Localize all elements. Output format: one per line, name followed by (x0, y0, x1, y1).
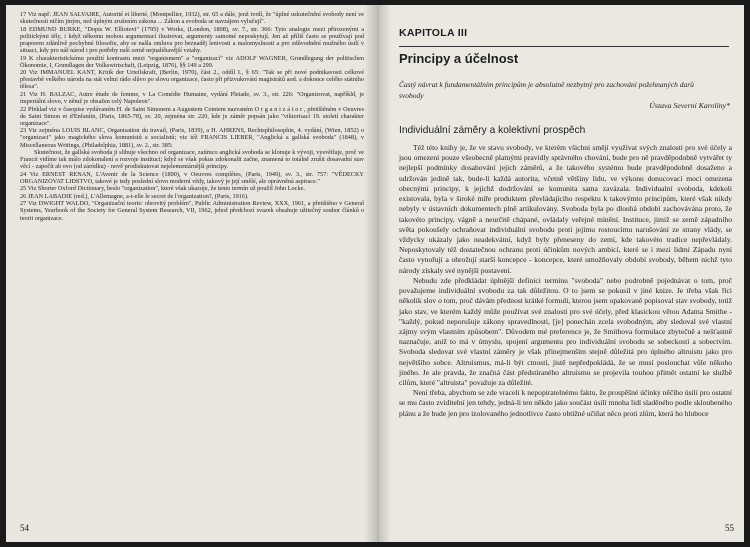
chapter-label-block (399, 27, 729, 39)
endnote-number: 25 (20, 185, 27, 193)
endnote-text: K charakteristickému použití kontrastu mezi "organismem" a "organizací" viz ADOLF WAGNER, Grundlegung der politischen Ökonomie, I, Grundlagen der Volkswirtschaft, (Leipzig, 1876), §§ 149 a 299. (20, 54, 365, 69)
endnote-text: Viz H. BALZAC, Autre étude de femme, v La Comédie Humaine, vydání Pleiade, sv. 3., str. 226: "Organizovat, napříkld, je imperiální slovo, v němž je obsažen celý Napoleon". (20, 90, 364, 106)
endnote (20, 171, 364, 185)
paragraph: Nebudu zde předkládat úplnější definici termínu "svoboda" nebo podrobně pojednávat o tom, proč považujeme individuální svobodu za tak důležitou. O to jsem se pokusil v jiné knize. Je třeba však říci několik slov o tom, proč dávám přednost krátké formuli, kterou jsem opakovaně popisoval stav svobody, totiž jako stav, ve kterém každý může používat své znalosti pro své účely, před klasickou větou Adama Smithe - "každý, pokud neporušuje zákony spravedlnosti, [je] ponechán zcela svobodným, aby sledoval své vlastní zájmy svým vlastním způsobem". Důvodem mé preference je, že Smithova formulace zbytečně a nešťastně naznačuje, aniž to má v úmyslu, spojení argumentu pro individuální svobodu se sobeckostí a sobectvím. Svoboda sledovat své vlastní záměry je však přinejmenším stejně důležitá pro úplného altruistu jako pro největšího sobce. Altruismus, má-li být ctností, jistě nepředpokládá, že se musí poslouchat vůle někoho jiného. Je ale pravda, že značná část předstíraného altruismu se projevila touhou přimět ostatní ke službě cílům, které "altruista" považuje za důležité. (399, 275, 732, 388)
endnote-number: 26 (20, 192, 27, 200)
endnote (20, 200, 364, 221)
page-number-right: 55 (725, 523, 734, 533)
endnote (20, 55, 364, 69)
gutter-shadow-left (364, 5, 378, 542)
chapter-label: KAPITOLA III (399, 27, 468, 39)
endnote-text: JEAN LABADIE (red.), L'Allemagne, a-t-elle le secret de l'organization?, (Paris, 1916). (27, 192, 249, 200)
epigraph-source: Ústava Severní Karolíny* (649, 101, 730, 110)
body-text (399, 143, 732, 419)
endnote-number: 20 (20, 69, 27, 77)
chapter-title: Principy a účelnost (399, 51, 519, 66)
endnote-text: Překlad viz v časopise vydávaném H. de Saint Simonem a Augustem Comtem nazvaném O r g a n i z á t o r , přetištěném v Oeuvres de Saint Simon et d'Enfantin, (Paris, 1865-78), sv. 20, zejména str. 220, kde je záměr popsán jako "viktorisací 19. století charakter organizace". (20, 105, 364, 127)
epigraph: Častý návrat k fundamentálním principům je absolutně nezbytný pro zachování požehnaných darů svobody (399, 80, 694, 100)
endnote-text: Viz DWIGHT WALDO, "Organizační teorie: obrovitý problém", Public Administration Review, XXX, 1961, a přetištěno v General Systems, Yearbook of the Society for General System Research, VII, 1962, jehož předchozí svazek obsahuje užitečný soubor článků o teorii organizace. (20, 200, 364, 222)
endnote-number: 21 (20, 90, 27, 98)
paragraph: Není třeba, abychom se zde vraceli k nepopiratelnému faktu, že prospěšné účinky něčího úsilí pro ostatní se mu často zviditelní jen tehdy, jedná-li ten někdo jako součást úsilí mnoha lidí sladěného podle skloubeného plánu a že bude jen pro izolovaného jednotlivce často obtížné učiňat něco proti zlům, která ho hluboce (399, 388, 732, 418)
paragraph: Též této knihy je, že ve stavu svobody, ve kterém všichni smějí využívat svých znalostí pro své účely a jsou omezeni pouze všeobecně platnými pravidly správného chování, bude pro ně pravděpodobně vytvářet ty nejlepší podmínky dosahování jejich záměrů, a že takového systému bude pravděpodobně dosaženo a udržován jedině tak, bude-li každá autorita, včetně většiny lidu, ve výkonu donucovací moci omezena obecnými principy, k jejichž dodržování se komunita sama zavázala. Individualní svoboda, kdekoli existovala, byla v široké míře produktem převládajícího respektu k takovýmto principům, které však nikdy nebyly v ústavních dokumentech plně artikulovány. Svoboda byla po dlouhá období zachovávána proto, že takovéto principy, vágně a neurčitě chápané, ovládaly veřejné mínění. Instituce, jimiž se země západního světa pokoušely ochraňovat individuální svobodu proti jejímu rostoucímu narušování ze strany vlády, se vždycky ukázaly jako neadekvátní, když byly přeneseny do zemí, kde takovéto tradice nepřevládaly. Neposkytovaly též dostatečnou ochranu proti účinkům nových ambicí, které se i mezi lidmi Západu nyní často vynořují a ohrožují starší koncepce - koncepce, které umožňovaly období svobody, během nichž tyto národy získaly své nynější postavení. (399, 143, 732, 275)
chapter-rule (399, 46, 729, 47)
endnote-text: Viz IMMANUEL KANT, Kritik der Urteilskraft, (Berlin, 1970), část 2., oddíl I., § 65: "Tak se při nové podnikavosti celkové přestavbě velkého národa na stát velmi rádo slůvo po slovu organizace, často při přizvukování magistrátů aod. a dokonce celého státního tělesa". (20, 69, 364, 91)
endnote (20, 91, 364, 105)
endnote (20, 149, 364, 170)
endnote (20, 69, 364, 90)
endnote (20, 193, 364, 200)
endnote (20, 11, 364, 25)
endnote-number: 24 (20, 170, 27, 178)
endnote-number: 27 (20, 200, 27, 208)
endnote-text: Viz Shorter Oxford Dictionary, heslo "organization", které však ukazuje, že tento termín už použil John Locke. (27, 185, 305, 193)
endnote-number: 18 (20, 25, 27, 33)
endnote (20, 26, 364, 55)
endnote-number: 22 (20, 105, 27, 113)
endnote-text: Viz např. JEAN SALVAIRE, Autorité et liberté, (Montpellier, 1932), str. 65 a dále, jenž tvrdí, že "úplné uskutečnění svobody není ve skutečnosti ničím jiným, než úplným zrušením zákona ... Zákon a svoboda se navzájem vylučují". (20, 11, 364, 26)
endnote-number: 19 (20, 54, 27, 62)
endnotes (20, 11, 364, 222)
endnote (20, 106, 364, 127)
right-page (379, 5, 744, 542)
endnote-text: Skutečnost, že gallská svoboda ji slibuje všechno od organizace, zatímco anglická svoboda se klonuje k vývoji, vysvětluje, proč ve Francii vidíme tak málo zdokonalení a rozvoje institucí; když se však pokus zdokonalit začne, znamená to totálně zrušit dosavadní stav věcí - započít ab ovo (od záródku) - nově prodiskutovat nejelementárnější principy. (20, 149, 364, 171)
endnote-number: 17 (20, 11, 27, 18)
section-heading: Individuální záměry a kolektivní prospěch (399, 125, 586, 136)
endnote-number: 23 (20, 127, 27, 135)
endnote-text: Viz ERNEST RENAN, L'Avenir de la Science (1890), v Oeuvres complètes, (Paris, 1949), sv. 3., str. 757: "VĚDECKY ORGANIZOVAT LIDSTVO, takové je tedy poslední slovo moderní vědy, takový je její smělé, ale oprávněná aspirace." (20, 170, 365, 185)
gutter-shadow-right (379, 5, 391, 542)
page-number-left: 54 (20, 523, 29, 533)
endnote (20, 127, 364, 148)
endnote (20, 185, 364, 192)
endnote-text: Viz zejména LOUIS BLANC, Organisation du travail, (Paris, 1839), a H. AHRENS, Rechtsphilosophie, 4. vydání, (Wien, 1852) o "organizaci" jako magického slova komunistů a socialistů; viz též FRANCIS LIEBER, "Anglická a gallská svoboda" (1848), v Miscellaneous Writings, (Philadelphia, 1881), sv. 2., str. 385: (20, 127, 364, 149)
left-page (6, 5, 379, 542)
endnote-text: EDMUND BURKE, "Dopis W. Elliotovi" (1795) v Works, (London, 1808), sv. 7., str. 366: Tyto analogie mezi přirozenými a politickými těly, i když někomu mohou argumentací ilustrovat, argumenty samotné neposkytují. Jen až příliš často se používají pod praporem zdánlivě pochybné filosofie, aby se našla omluva pro beznaděj lenivosti a malomyslnosti a pro zdůvodnění mužného úsilí v situaci, kdy pro náš národ i pro potřeby naší země nejnaléhavější vztahy. (20, 25, 365, 55)
book-spread (6, 5, 744, 542)
